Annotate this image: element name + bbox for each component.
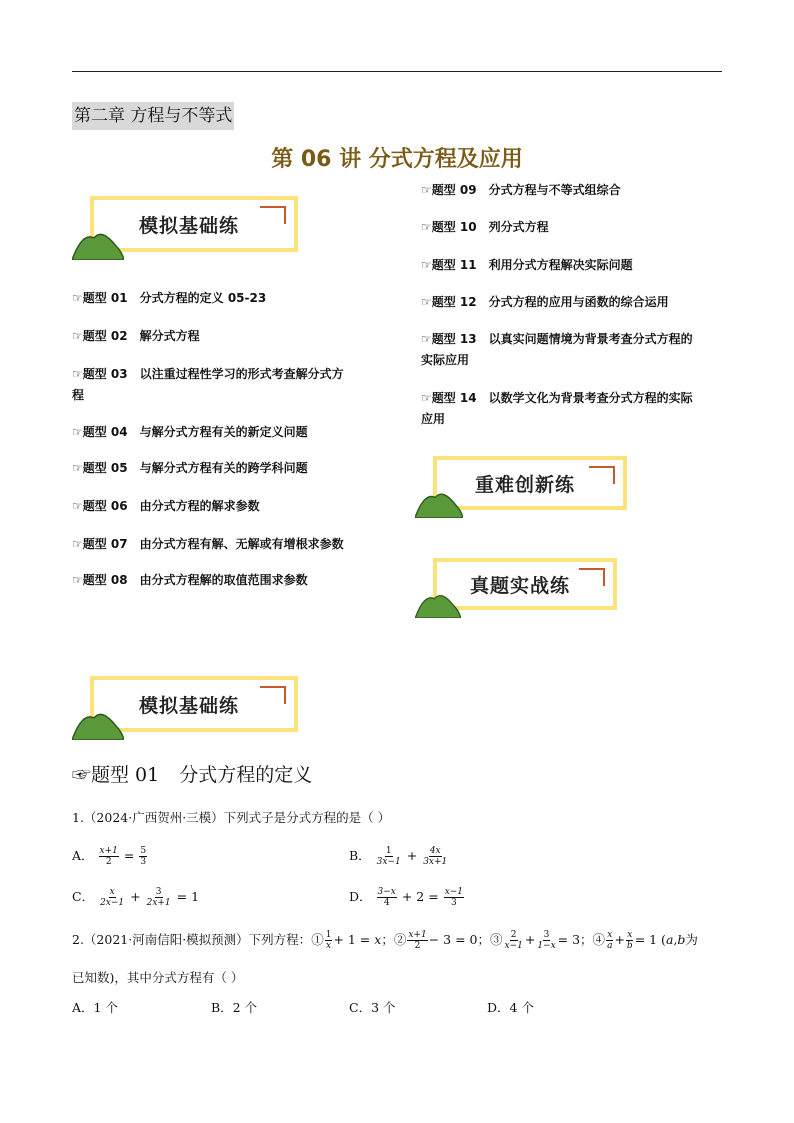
toc-item-title: 解分式方程	[139, 329, 200, 343]
toc-item-title: 分式方程与不等式组综合	[488, 183, 621, 197]
banner-label: 重难创新练	[474, 473, 575, 496]
toc-item-title: 利用分式方程解决实际问题	[488, 258, 633, 272]
question-1-option-c[interactable]: C． $\frac{x}{2x-1}$ + $\frac{3}{2x+1}$ = 1	[72, 887, 200, 908]
question-1-option-d[interactable]: D． $\frac{3-x}{4}$ + 2 = $\frac{x-1}{3}$	[349, 887, 464, 908]
banner-label: 模拟基础练	[138, 694, 239, 717]
toc-item-number: ☞题型 04	[72, 425, 128, 439]
toc-item-title-cont: 实际应用	[421, 353, 470, 367]
toc-item-title: 列分式方程	[488, 220, 549, 234]
toc-item-11[interactable]	[421, 255, 633, 276]
toc-item-number: ☞题型 06	[72, 499, 128, 513]
toc-item-title-cont: 程	[72, 388, 85, 402]
math-fraction: $\frac{x+1}{2}$	[99, 846, 118, 867]
section-banner-basic	[80, 196, 298, 258]
toc-item-03[interactable]	[72, 364, 382, 406]
banner-label: 真题实战练	[469, 574, 570, 597]
math-fraction: $\frac{x-1}{3}$	[444, 887, 464, 908]
question-2-option-d[interactable]: D．4 个	[487, 1000, 534, 1015]
toc-item-title: 分式方程的定义 05-23	[139, 291, 267, 305]
question-2-option-b[interactable]: B．2 个	[211, 1000, 258, 1015]
toc-item-04[interactable]	[72, 422, 308, 443]
toc-item-title: 与解分式方程有关的跨学科问题	[139, 461, 308, 475]
toc-item-title: 以注重过程性学习的形式考查解分式方	[139, 367, 344, 381]
question-type-title: 分式方程的定义	[179, 764, 313, 786]
toc-item-number: ☞题型 07	[72, 537, 128, 551]
mountain-icon	[72, 708, 124, 740]
question-2-stem-cont: 已知数)，其中分式方程有（ ）	[72, 970, 244, 985]
toc-item-13[interactable]	[421, 329, 731, 371]
question-type-heading	[72, 762, 312, 788]
toc-item-number: ☞题型 10	[421, 220, 477, 234]
toc-item-08[interactable]	[72, 570, 308, 591]
option-letter: C．	[72, 889, 95, 904]
toc-item-number: ☞题型 13	[421, 332, 477, 346]
math-fraction: $\frac{4x}{3x+1}$	[423, 846, 448, 867]
toc-item-07[interactable]	[72, 534, 344, 555]
math-fraction: $\frac{3-x}{4}$	[377, 887, 396, 908]
toc-item-number: ☞题型 09	[421, 183, 477, 197]
toc-item-title-cont: 应用	[421, 412, 446, 426]
toc-item-02[interactable]	[72, 326, 200, 347]
question-type-number: ☞题型 01	[72, 764, 160, 786]
option-letter: A．	[72, 848, 94, 863]
toc-item-number: ☞题型 14	[421, 391, 477, 405]
toc-item-title: 分式方程的应用与函数的综合运用	[488, 295, 669, 309]
section-banner-hard	[423, 456, 627, 516]
question-2-stem: 2.（2021·河南信阳·模拟预测）下列方程：① $\frac{1}{x}$ + 1 = x；② $\frac{x+1}{2}$ − 3 = 0；③ $\frac{2}{x-1}$ + $\frac{3}{1-x}$ = 3；④ $\frac{x}{a}$ + $\frac{x}{b}$ = 1 (a,b为	[72, 930, 698, 951]
math-fraction: $\frac{2}{x-1}$	[504, 930, 523, 951]
toc-item-06[interactable]	[72, 496, 260, 517]
toc-item-number: ☞题型 11	[421, 258, 477, 272]
toc-item-number: ☞题型 05	[72, 461, 128, 475]
math-fraction: $\frac{1}{x}$	[325, 930, 332, 951]
question-2-stem-text: 2.（2021·河南信阳·模拟预测）下列方程：	[72, 932, 312, 947]
toc-item-title: 以真实问题情境为背景考查分式方程的	[488, 332, 693, 346]
toc-item-number: ☞题型 12	[421, 295, 477, 309]
section-banner-real	[423, 558, 617, 616]
toc-item-09[interactable]	[421, 180, 621, 201]
option-letter: D．	[349, 889, 372, 904]
math-fraction: $\frac{5}{3}$	[140, 846, 147, 867]
math-fraction: $\frac{3}{1-x}$	[537, 930, 556, 951]
toc-item-title: 以数学文化为背景考查分式方程的实际	[488, 391, 693, 405]
toc-item-title: 与解分式方程有关的新定义问题	[139, 425, 308, 439]
toc-item-title: 由分式方程有解、无解或有增根求参数	[139, 537, 344, 551]
chapter-label: 第二章 方程与不等式	[72, 102, 234, 130]
toc-item-01[interactable]	[72, 288, 266, 309]
question-1-stem: 1.（2024·广西贺州·三模）下列式子是分式方程的是（ ）	[72, 810, 391, 825]
toc-item-number: ☞题型 01	[72, 291, 128, 305]
toc-item-title: 由分式方程的解求参数	[139, 499, 260, 513]
math-fraction: $\frac{x+1}{2}$	[408, 930, 427, 951]
mountain-icon	[415, 590, 461, 618]
mountain-icon	[72, 228, 124, 260]
toc-item-05[interactable]	[72, 458, 308, 479]
lecture-title: 第 06 讲 分式方程及应用	[271, 147, 523, 172]
question-1-option-a[interactable]: A． $\frac{x+1}{2}$ = $\frac{5}{3}$	[72, 846, 147, 867]
toc-item-12[interactable]	[421, 292, 669, 313]
toc-item-number: ☞题型 03	[72, 367, 128, 381]
math-fraction: $\frac{3}{2x+1}$	[146, 887, 171, 908]
math-fraction: $\frac{x}{2x-1}$	[100, 887, 125, 908]
toc-item-10[interactable]	[421, 217, 549, 238]
math-fraction: $\frac{x}{a}$	[607, 930, 613, 951]
math-fraction: $\frac{1}{3x-1}$	[376, 846, 401, 867]
toc-item-title: 由分式方程解的取值范围求参数	[139, 573, 308, 587]
question-2-option-c[interactable]: C．3 个	[349, 1000, 396, 1015]
toc-item-number: ☞题型 02	[72, 329, 128, 343]
banner-label: 模拟基础练	[138, 214, 239, 237]
question-2-option-a[interactable]: A．1 个	[72, 1000, 118, 1015]
question-1-option-b[interactable]: B． $\frac{1}{3x-1}$ + $\frac{4x}{3x+1}$	[349, 846, 448, 867]
header-rule	[72, 71, 722, 72]
math-fraction: $\frac{x}{b}$	[626, 930, 633, 951]
option-letter: B．	[349, 848, 371, 863]
section-banner-basic-2	[80, 676, 298, 738]
mountain-icon	[415, 488, 463, 518]
toc-item-14[interactable]	[421, 388, 731, 430]
toc-item-number: ☞题型 08	[72, 573, 128, 587]
